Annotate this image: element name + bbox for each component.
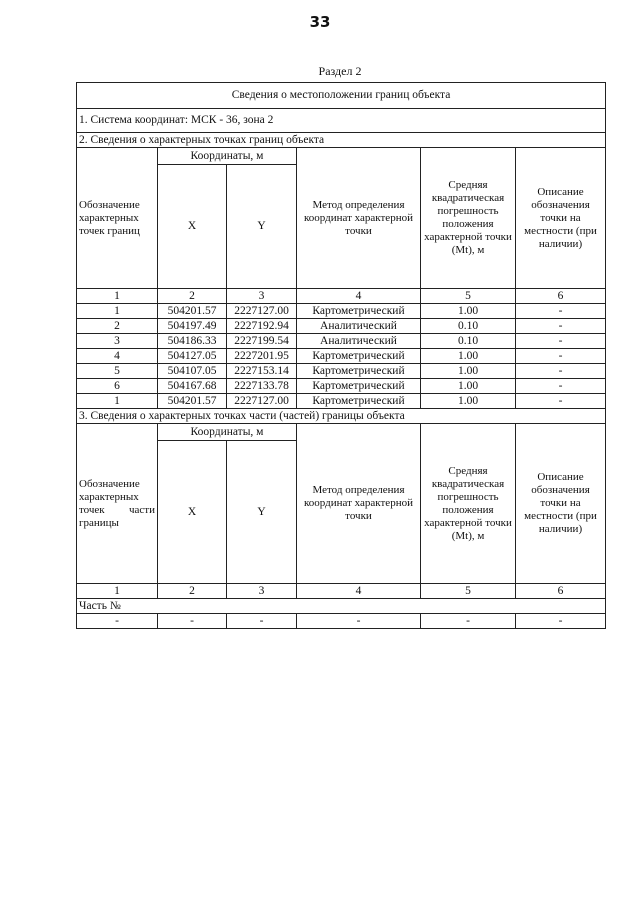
part-method-header: Метод определения координат характерной точки	[297, 424, 421, 584]
point-method: Аналитический	[297, 334, 421, 349]
part-coordinates-header: Координаты, м	[158, 424, 297, 441]
point-mt: 1.00	[421, 394, 516, 409]
part-label: Часть №	[77, 599, 606, 614]
table-row	[77, 614, 606, 629]
table-row	[77, 364, 606, 379]
point-y: 2227127.00	[227, 394, 297, 409]
point-description: -	[516, 304, 606, 319]
table-title: Сведения о местоположении границ объекта	[77, 83, 606, 109]
method-header: Метод определения координат характерной точки	[297, 148, 421, 289]
point-method: Картометрический	[297, 379, 421, 394]
column-number: 1	[77, 289, 158, 304]
point-y: 2227127.00	[227, 304, 297, 319]
point-x: 504167.68	[158, 379, 227, 394]
point-id: 1	[77, 304, 158, 319]
point-id: 1	[77, 394, 158, 409]
point-y: 2227153.14	[227, 364, 297, 379]
parts-section-title: 3. Сведения о характерных точках части (частей) границы объекта	[77, 409, 606, 424]
part-column-number-row	[77, 584, 606, 599]
coordinate-system: 1. Система координат: МСК - 36, зона 2	[77, 109, 606, 133]
empty-cell: -	[297, 614, 421, 629]
point-x: 504186.33	[158, 334, 227, 349]
column-number: 5	[421, 584, 516, 599]
points-section-title: 2. Сведения о характерных точках границ объекта	[77, 133, 606, 148]
point-y: 2227192.94	[227, 319, 297, 334]
point-description: -	[516, 334, 606, 349]
point-mt: 1.00	[421, 364, 516, 379]
page-number: 33	[309, 13, 331, 31]
part-accuracy-header: Средняя квадратическая погрешность положения характерной точки (Mt), м	[421, 424, 516, 584]
empty-cell: -	[158, 614, 227, 629]
column-number: 6	[516, 289, 606, 304]
point-id: 5	[77, 364, 158, 379]
part-x-header: X	[158, 441, 227, 584]
column-number: 2	[158, 289, 227, 304]
point-x: 504127.05	[158, 349, 227, 364]
point-description: -	[516, 379, 606, 394]
part-designation-header: Обозначение характерных точек части границы	[77, 424, 158, 584]
point-x: 504107.05	[158, 364, 227, 379]
point-y: 2227133.78	[227, 379, 297, 394]
column-number: 4	[297, 584, 421, 599]
description-header: Описание обозначения точки на местности (при наличии)	[516, 148, 606, 289]
empty-cell: -	[77, 614, 158, 629]
point-description: -	[516, 394, 606, 409]
point-x: 504201.57	[158, 304, 227, 319]
accuracy-header: Средняя квадратическая погрешность положения характерной точки (Mt), м	[421, 148, 516, 289]
point-mt: 1.00	[421, 349, 516, 364]
point-method: Картометрический	[297, 349, 421, 364]
table-row	[77, 319, 606, 334]
empty-cell: -	[516, 614, 606, 629]
section-label: Раздел 2	[318, 64, 362, 78]
point-x: 504201.57	[158, 394, 227, 409]
column-number-row	[77, 289, 606, 304]
point-mt: 1.00	[421, 304, 516, 319]
table-row	[77, 334, 606, 349]
point-description: -	[516, 319, 606, 334]
column-number: 3	[227, 289, 297, 304]
boundary-table	[76, 82, 606, 629]
column-number: 2	[158, 584, 227, 599]
part-description-header: Описание обозначения точки на местности (при наличии)	[516, 424, 606, 584]
point-x: 504197.49	[158, 319, 227, 334]
point-method: Картометрический	[297, 304, 421, 319]
point-id: 4	[77, 349, 158, 364]
point-mt: 0.10	[421, 334, 516, 349]
point-description: -	[516, 364, 606, 379]
table-row	[77, 304, 606, 319]
point-mt: 0.10	[421, 319, 516, 334]
y-header: Y	[227, 165, 297, 289]
column-number: 1	[77, 584, 158, 599]
point-method: Аналитический	[297, 319, 421, 334]
point-y: 2227201.95	[227, 349, 297, 364]
column-number: 6	[516, 584, 606, 599]
part-y-header: Y	[227, 441, 297, 584]
coordinates-header: Координаты, м	[158, 148, 297, 165]
empty-cell: -	[227, 614, 297, 629]
empty-cell: -	[421, 614, 516, 629]
column-number: 3	[227, 584, 297, 599]
point-id: 2	[77, 319, 158, 334]
designation-header: Обозначение характерных точек границ	[77, 148, 158, 289]
point-y: 2227199.54	[227, 334, 297, 349]
point-id: 3	[77, 334, 158, 349]
column-number: 5	[421, 289, 516, 304]
table-row	[77, 349, 606, 364]
column-number: 4	[297, 289, 421, 304]
point-method: Картометрический	[297, 364, 421, 379]
point-mt: 1.00	[421, 379, 516, 394]
point-description: -	[516, 349, 606, 364]
table-row	[77, 379, 606, 394]
x-header: X	[158, 165, 227, 289]
point-id: 6	[77, 379, 158, 394]
table-row	[77, 394, 606, 409]
point-method: Картометрический	[297, 394, 421, 409]
